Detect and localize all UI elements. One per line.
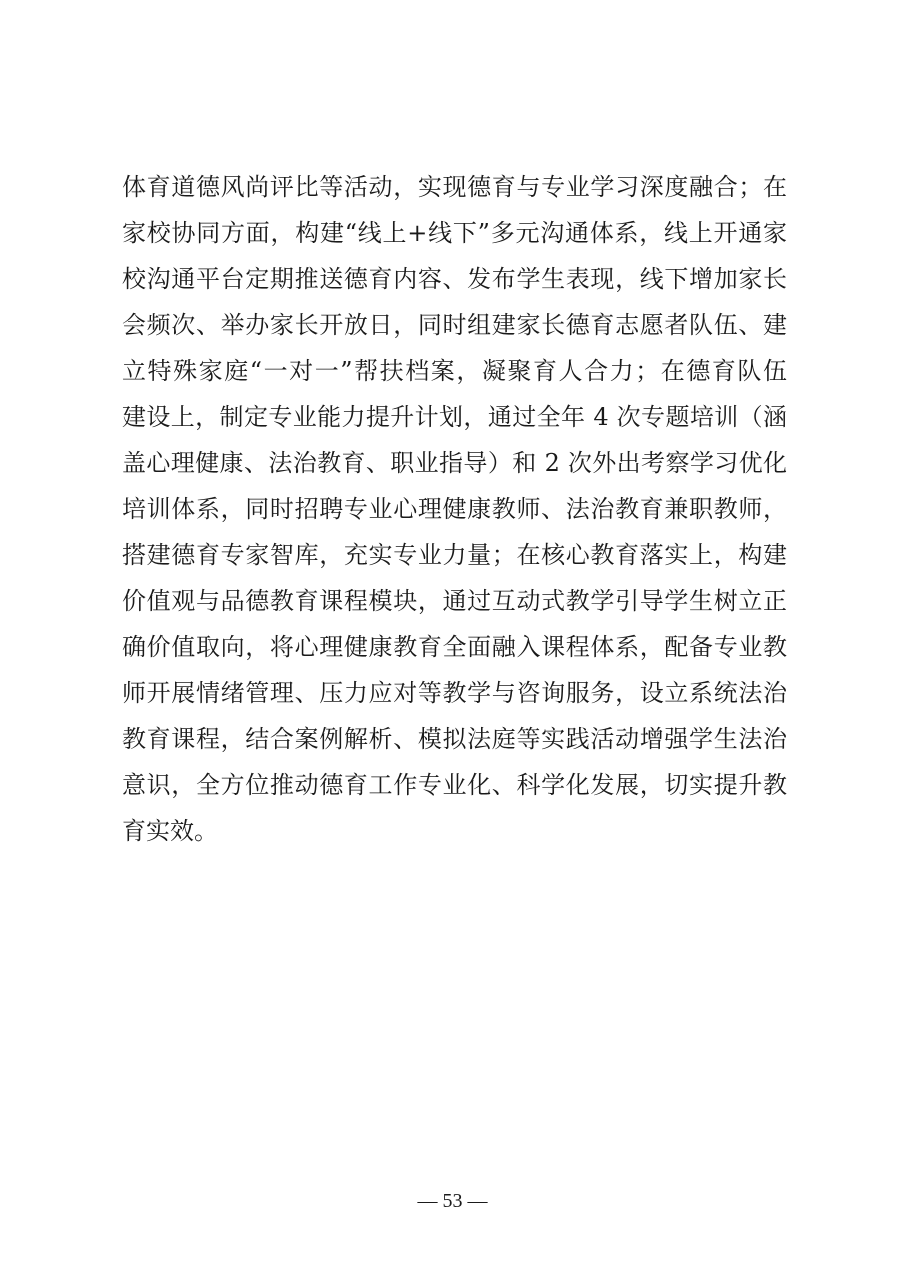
page-number: — 53 — xyxy=(417,1190,488,1212)
text-line: 价值观与品德教育课程模块，通过互动式教学引导学生树立正 xyxy=(122,587,787,615)
text-line: 体育道德风尚评比等活动，实现德育与专业学习深度融合；在 xyxy=(122,173,787,201)
text-line: 建设上，制定专业能力提升计划，通过全年 4 次专题培训（涵 xyxy=(122,403,787,431)
text-line: 立特殊家庭“一对一”帮扶档案，凝聚育人合力；在德育队伍 xyxy=(122,357,787,385)
text-line: 确价值取向，将心理健康教育全面融入课程体系，配备专业教 xyxy=(122,633,787,661)
text-line: 家校协同方面，构建“线上+线下”多元沟通体系，线上开通家 xyxy=(122,219,787,247)
text-line: 师开展情绪管理、压力应对等教学与咨询服务，设立系统法治 xyxy=(122,679,787,707)
text-line: 培训体系，同时招聘专业心理健康教师、法治教育兼职教师， xyxy=(122,495,787,523)
text-line: 会频次、举办家长开放日，同时组建家长德育志愿者队伍、建 xyxy=(122,311,787,339)
text-line: 校沟通平台定期推送德育内容、发布学生表现，线下增加家长 xyxy=(122,265,787,293)
body-paragraph xyxy=(122,164,787,854)
text-line: 育实效。 xyxy=(122,817,218,845)
text-line: 意识，全方位推动德育工作专业化、科学化发展，切实提升教 xyxy=(122,771,787,799)
text-line: 搭建德育专家智库，充实专业力量；在核心教育落实上，构建 xyxy=(122,541,787,569)
text-line: 盖心理健康、法治教育、职业指导）和 2 次外出考察学习优化 xyxy=(122,449,787,477)
text-line: 教育课程，结合案例解析、模拟法庭等实践活动增强学生法治 xyxy=(122,725,787,753)
